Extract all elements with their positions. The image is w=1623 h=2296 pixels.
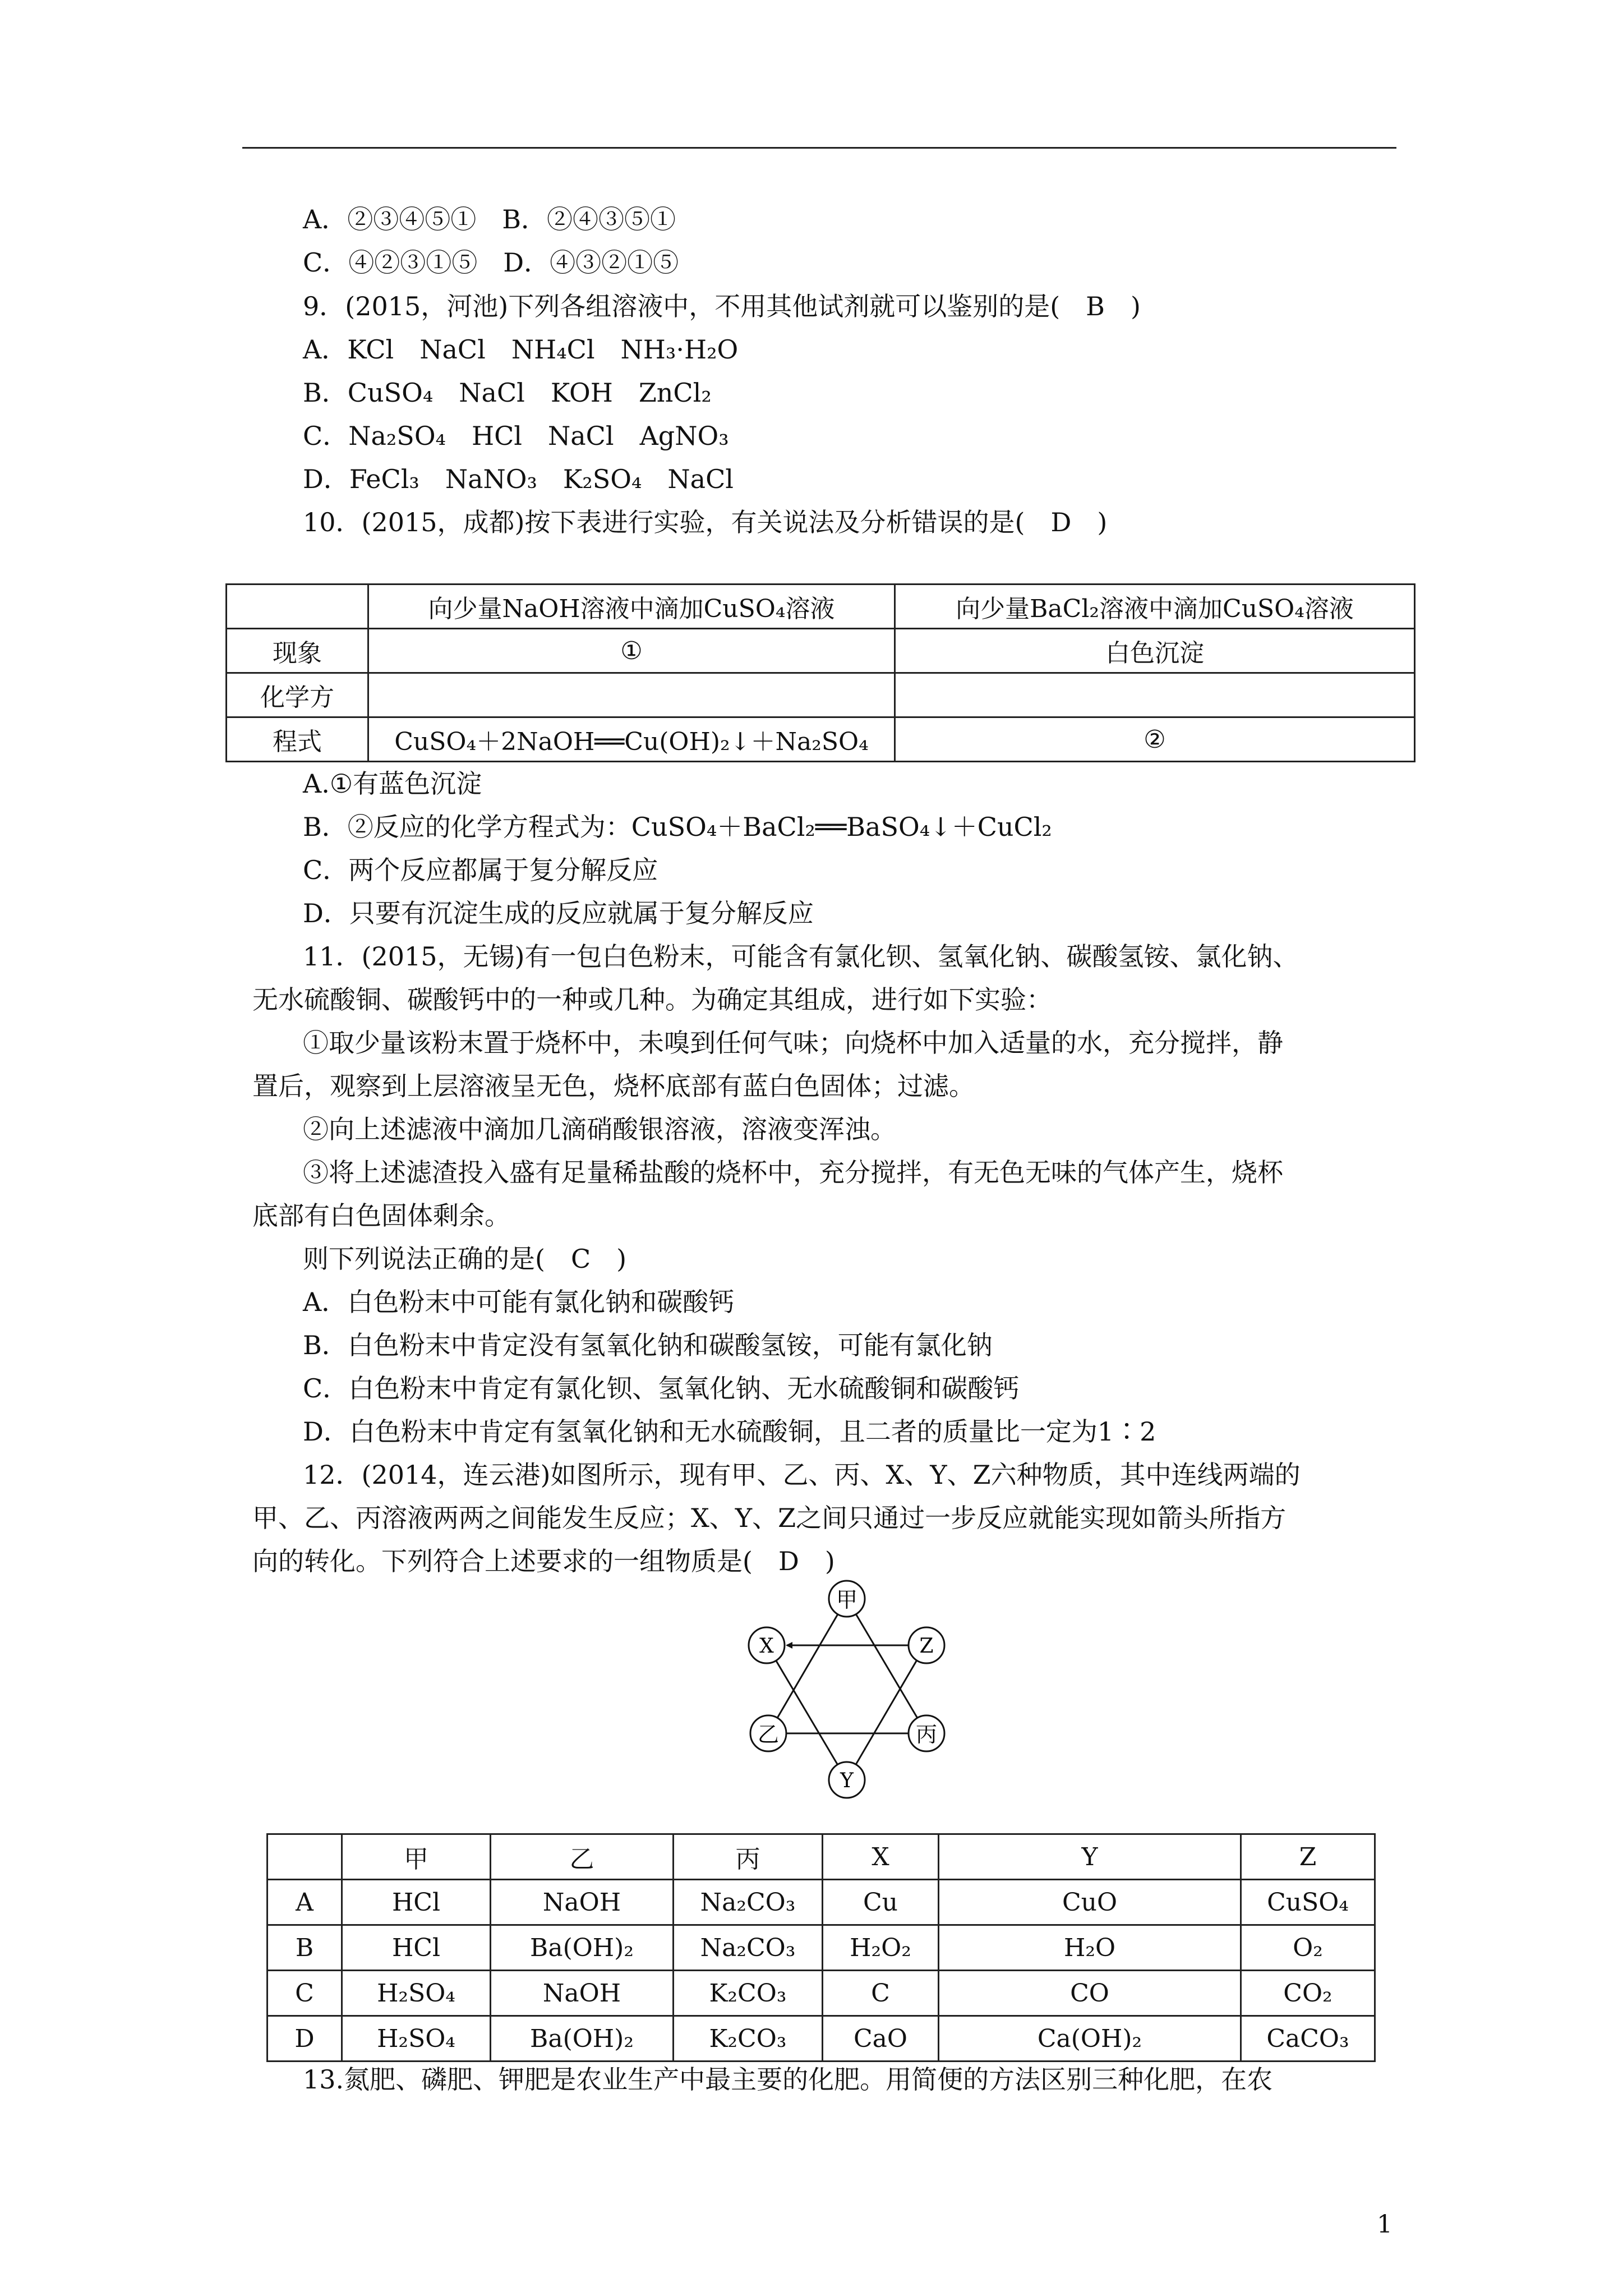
- node-y: [829, 1762, 865, 1798]
- table-cell: C: [268, 1971, 342, 2016]
- table-cell: H₂SO₄: [342, 2016, 491, 2062]
- q11-step1-a: ①取少量该粉末置于烧杯中，未嗅到任何气味；向烧杯中加入适量的水，充分搅拌，静: [303, 1028, 1283, 1058]
- q10-option-d: D．只要有沉淀生成的反应就属于复分解反应: [303, 898, 814, 928]
- q12-stem-2: 甲、乙、丙溶液两两之间能发生反应；X、Y、Z之间只通过一步反应就能实现如箭头所指方: [252, 1503, 1287, 1533]
- q8-options-ab: A．②③④⑤① B．②④③⑤①: [303, 204, 676, 234]
- table-cell: Ba(OH)₂: [491, 1925, 674, 1971]
- table-cell: NaOH: [491, 1971, 674, 2016]
- table-header-cell: Y: [939, 1834, 1241, 1880]
- table-cell: ②: [895, 717, 1415, 762]
- q11-step3-b: 底部有白色固体剩余。: [252, 1200, 510, 1231]
- q10-option-a: A.①有蓝色沉淀: [303, 769, 482, 799]
- table-row: [268, 2016, 1375, 2062]
- svg-text:Y: Y: [840, 1769, 854, 1792]
- table-header-cell: [268, 1834, 342, 1880]
- table-header-cell: 向少量NaOH溶液中滴加CuSO₄溶液: [368, 585, 895, 629]
- q10-option-b: B．②反应的化学方程式为：CuSO₄＋BaCl₂══BaSO₄↓＋CuCl₂: [303, 812, 1052, 842]
- q11-option-a: A．白色粉末中可能有氯化钠和碳酸钙: [303, 1287, 735, 1317]
- table-cell: ①: [368, 629, 895, 673]
- table-cell: HCl: [342, 1925, 491, 1971]
- q11-stem-2: 无水硫酸铜、碳酸钙中的一种或几种。为确定其组成，进行如下实验：: [252, 984, 1052, 1015]
- q11-option-c: C．白色粉末中肯定有氯化钡、氢氧化钠、无水硫酸铜和碳酸钙: [303, 1373, 1020, 1404]
- table-row: [268, 1925, 1375, 1971]
- node-x: [749, 1627, 785, 1663]
- table-cell: C: [823, 1971, 939, 2016]
- table-cell: Ca(OH)₂: [939, 2016, 1241, 2062]
- q9-option-b: B．CuSO₄ NaCl KOH ZnCl₂: [303, 378, 712, 408]
- table-cell: HCl: [342, 1880, 491, 1925]
- table-cell: CO₂: [1241, 1971, 1375, 2016]
- table-header-cell: X: [823, 1834, 939, 1880]
- svg-text:甲: 甲: [836, 1588, 858, 1612]
- table-row: [227, 585, 1415, 629]
- table-cell: CO: [939, 1971, 1241, 2016]
- node-yi: [750, 1715, 786, 1751]
- q9-option-d: D．FeCl₃ NaNO₃ K₂SO₄ NaCl: [303, 464, 734, 494]
- table-cell: CuO: [939, 1880, 1241, 1925]
- q11-ask: 则下列说法正确的是( C ): [303, 1244, 627, 1274]
- node-bing: [909, 1715, 944, 1751]
- table-cell: Cu: [823, 1880, 939, 1925]
- header-rule: [242, 147, 1396, 149]
- q12-hexagon-diagram: [735, 1579, 959, 1803]
- q11-step2: ②向上述滤液中滴加几滴硝酸银溶液，溶液变浑浊。: [303, 1114, 896, 1144]
- q9-stem: 9．(2015，河池)下列各组溶液中，不用其他试剂就可以鉴别的是( B ): [303, 291, 1141, 321]
- table-cell: H₂O₂: [823, 1925, 939, 1971]
- q8-options-cd: C．④②③①⑤ D．④③②①⑤: [303, 247, 679, 278]
- table-cell: CaCO₃: [1241, 2016, 1375, 2062]
- table-row: [227, 717, 1415, 762]
- q9-option-c: C．Na₂SO₄ HCl NaCl AgNO₃: [303, 421, 729, 451]
- table-cell: A: [268, 1880, 342, 1925]
- node-jia: [829, 1581, 865, 1617]
- table-cell: Na₂CO₃: [674, 1925, 823, 1971]
- table-row: [268, 1971, 1375, 2016]
- q11-stem-1: 11．(2015，无锡)有一包白色粉末，可能含有氯化钡、氢氧化钠、碳酸氢铵、氯化钠、: [303, 941, 1299, 972]
- table-header-cell: Z: [1241, 1834, 1375, 1880]
- table-cell: H₂SO₄: [342, 1971, 491, 2016]
- table-row: [268, 1880, 1375, 1925]
- table-cell: O₂: [1241, 1925, 1375, 1971]
- svg-text:X: X: [759, 1635, 774, 1658]
- table-row: [268, 1834, 1375, 1880]
- table-cell: D: [268, 2016, 342, 2062]
- page-number: 1: [1377, 2210, 1393, 2239]
- q12-stem-3: 向的转化。下列符合上述要求的一组物质是( D ): [252, 1546, 835, 1576]
- q10-table: [225, 583, 1415, 762]
- q10-option-c: C．两个反应都属于复分解反应: [303, 855, 658, 885]
- svg-text:Z: Z: [919, 1635, 934, 1658]
- table-cell: CuSO₄＋2NaOH══Cu(OH)₂↓＋Na₂SO₄: [368, 717, 895, 762]
- q11-step3-a: ③将上述滤渣投入盛有足量稀盐酸的烧杯中，充分搅拌，有无色无味的气体产生，烧杯: [303, 1157, 1283, 1188]
- q10-stem: 10．(2015，成都)按下表进行实验，有关说法及分析错误的是( D ): [303, 507, 1108, 537]
- svg-text:乙: 乙: [757, 1722, 780, 1747]
- svg-text:丙: 丙: [915, 1722, 938, 1747]
- table-cell: K₂CO₃: [674, 1971, 823, 2016]
- table-row: [227, 629, 1415, 673]
- table-cell: Ba(OH)₂: [491, 2016, 674, 2062]
- row-label: 程式: [227, 717, 368, 762]
- table-header-cell: 向少量BaCl₂溶液中滴加CuSO₄溶液: [895, 585, 1415, 629]
- table-header-cell: 甲: [342, 1834, 491, 1880]
- table-cell: B: [268, 1925, 342, 1971]
- q12-stem-1: 12．(2014，连云港)如图所示，现有甲、乙、丙、X、Y、Z六种物质，其中连线两端的: [303, 1460, 1301, 1490]
- table-cell: Na₂CO₃: [674, 1880, 823, 1925]
- q12-table: [266, 1833, 1376, 2062]
- table-row: [227, 673, 1415, 717]
- row-label: 化学方: [227, 673, 368, 717]
- table-cell: CuSO₄: [1241, 1880, 1375, 1925]
- table-cell: CaO: [823, 2016, 939, 2062]
- table-cell: 白色沉淀: [895, 629, 1415, 673]
- q11-step1-b: 置后，观察到上层溶液呈无色，烧杯底部有蓝白色固体；过滤。: [252, 1071, 975, 1101]
- table-cell: NaOH: [491, 1880, 674, 1925]
- table-cell: K₂CO₃: [674, 2016, 823, 2062]
- row-label: 现象: [227, 629, 368, 673]
- q9-option-a: A．KCl NaCl NH₄Cl NH₃·H₂O: [303, 334, 739, 365]
- q11-option-b: B．白色粉末中肯定没有氢氧化钠和碳酸氢铵，可能有氯化钠: [303, 1330, 993, 1360]
- table-header-cell: 丙: [674, 1834, 823, 1880]
- q13-stem-1: 13.氮肥、磷肥、钾肥是农业生产中最主要的化肥。用简便的方法区别三种化肥，在农: [303, 2064, 1273, 2095]
- table-header-cell: 乙: [491, 1834, 674, 1880]
- q11-option-d: D．白色粉末中肯定有氢氧化钠和无水硫酸铜，且二者的质量比一定为1∶2: [303, 1416, 1156, 1447]
- node-z: [909, 1627, 944, 1663]
- table-cell: H₂O: [939, 1925, 1241, 1971]
